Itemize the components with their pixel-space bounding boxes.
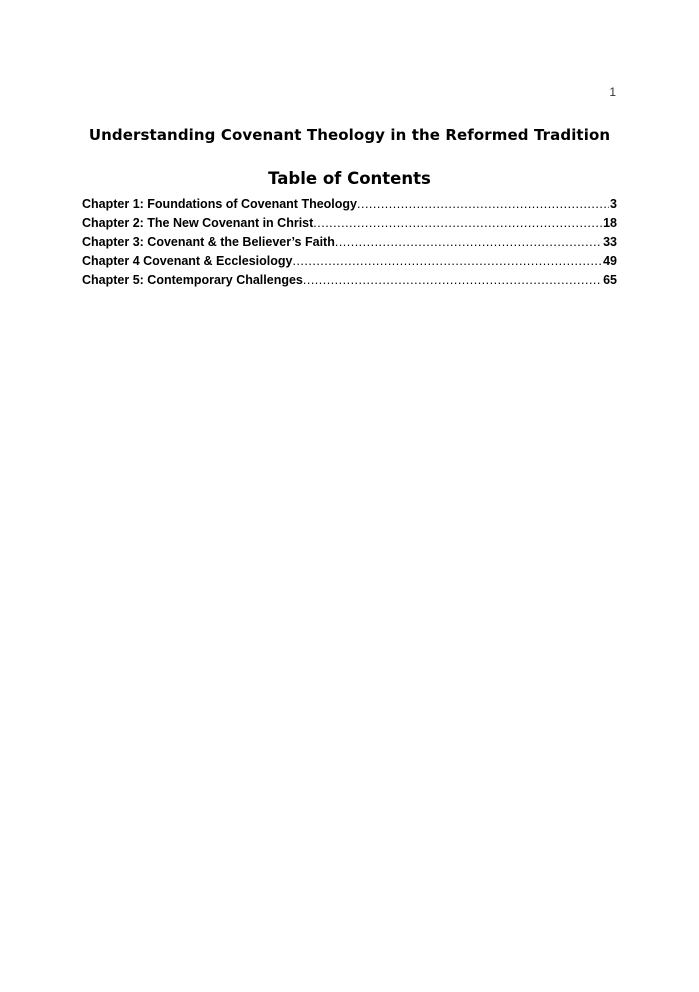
dot-leader	[292, 252, 602, 271]
toc-entry-label: Chapter 5: Contemporary Challenges	[82, 273, 303, 287]
toc-entry-chapter-4[interactable]	[82, 252, 617, 271]
toc-entry-chapter-3[interactable]	[82, 233, 617, 252]
toc-entry-label: Chapter 3: Covenant & the Believer’s Faith	[82, 235, 335, 249]
toc-entry-label: Chapter 2: The New Covenant in Christ	[82, 216, 314, 230]
dot-leader	[357, 195, 609, 214]
table-of-contents	[82, 195, 617, 290]
toc-entry-chapter-2[interactable]	[82, 214, 617, 233]
toc-entry-page: 49	[603, 254, 617, 268]
dot-leader	[303, 271, 602, 290]
toc-entry-chapter-5[interactable]	[82, 271, 617, 290]
toc-entry-chapter-1[interactable]	[82, 195, 617, 214]
toc-heading: Table of Contents	[268, 169, 431, 188]
toc-entry-page: 3	[610, 197, 617, 211]
document-title: Understanding Covenant Theology in the Reformed Tradition	[88, 126, 611, 144]
page-number: 1	[609, 85, 616, 99]
dot-leader	[313, 214, 602, 233]
toc-entry-page: 18	[603, 216, 617, 230]
toc-entry-page: 33	[603, 235, 617, 249]
dot-leader	[335, 233, 602, 252]
toc-entry-page: 65	[603, 273, 617, 287]
toc-entry-label: Chapter 1: Foundations of Covenant Theology	[82, 197, 357, 211]
toc-entry-label: Chapter 4 Covenant & Ecclesiology	[82, 254, 293, 268]
